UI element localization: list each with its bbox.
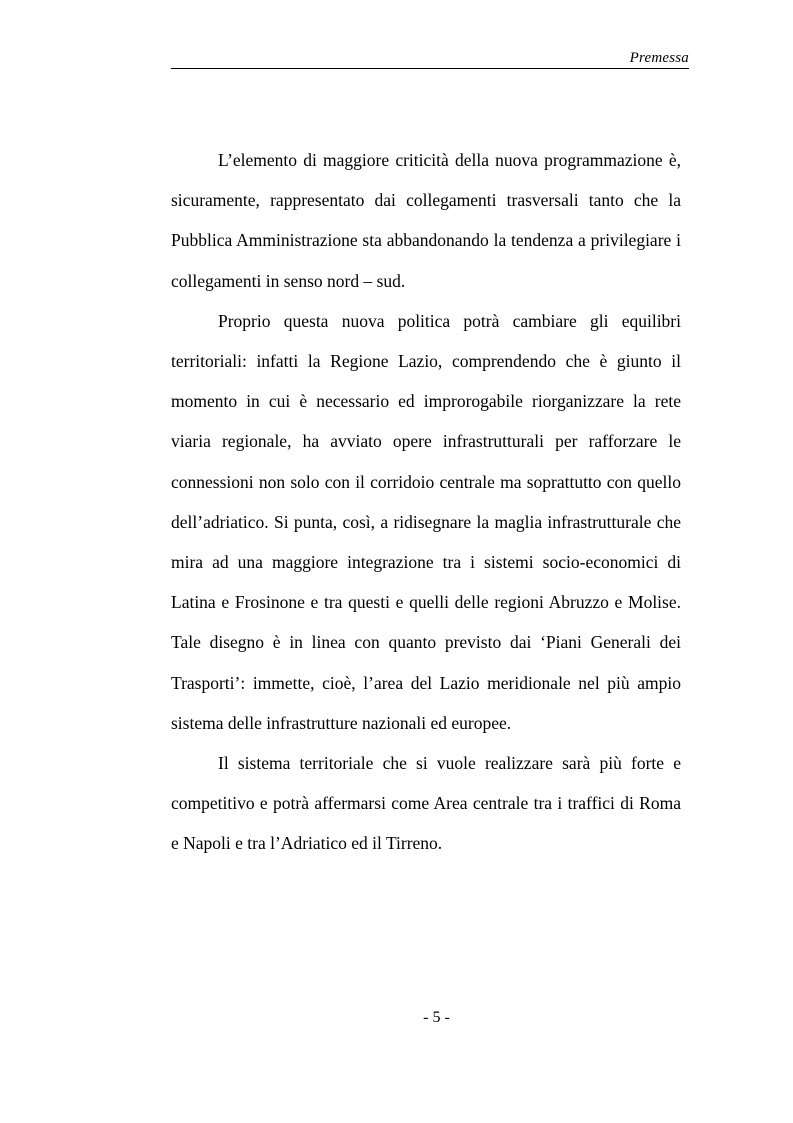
page-number: - 5 - [423, 1009, 450, 1026]
body-text [171, 140, 681, 864]
paragraph-2: Proprio questa nuova politica potrà cambiare gli equilibri territoriali: infatti la Regione Lazio, comprendendo che è giunto il momento in cui è necessario ed improrogabile riorganizzare la rete viaria regionale, ha avviato opere infrastrutturali per rafforzare le connessioni non solo con il corridoio centrale ma soprattutto con quello dell’adriatico. Si punta, così, a ridisegnare la maglia infrastrutturale che mira ad una maggiore integrazione tra i sistemi socio-economici di Latina e Frosinone e tra questi e quelli delle regioni Abruzzo e Molise. Tale disegno è in linea con quanto previsto dai ‘Piani Generali dei Trasporti’: immette, cioè, l’area del Lazio meridionale nel più ampio sistema delle infrastrutture nazionali ed europee. [171, 310, 681, 733]
running-header [171, 48, 689, 69]
paragraph-1: L’elemento di maggiore criticità della nuova programmazione è, sicuramente, rappresentato dai collegamenti trasversali tanto che la Pubblica Amministrazione sta abbandonando la tendenza a privilegiare i collegamenti in senso nord – sud. [171, 150, 681, 291]
paragraph-3: Il sistema territoriale che si vuole realizzare sarà più forte e competitivo e potrà affermarsi come Area centrale tra i traffici di Roma e Napoli e tra l’Adriatico ed il Tirreno. [171, 753, 681, 854]
section-title: Premessa [629, 50, 689, 66]
page-footer [0, 1009, 793, 1027]
